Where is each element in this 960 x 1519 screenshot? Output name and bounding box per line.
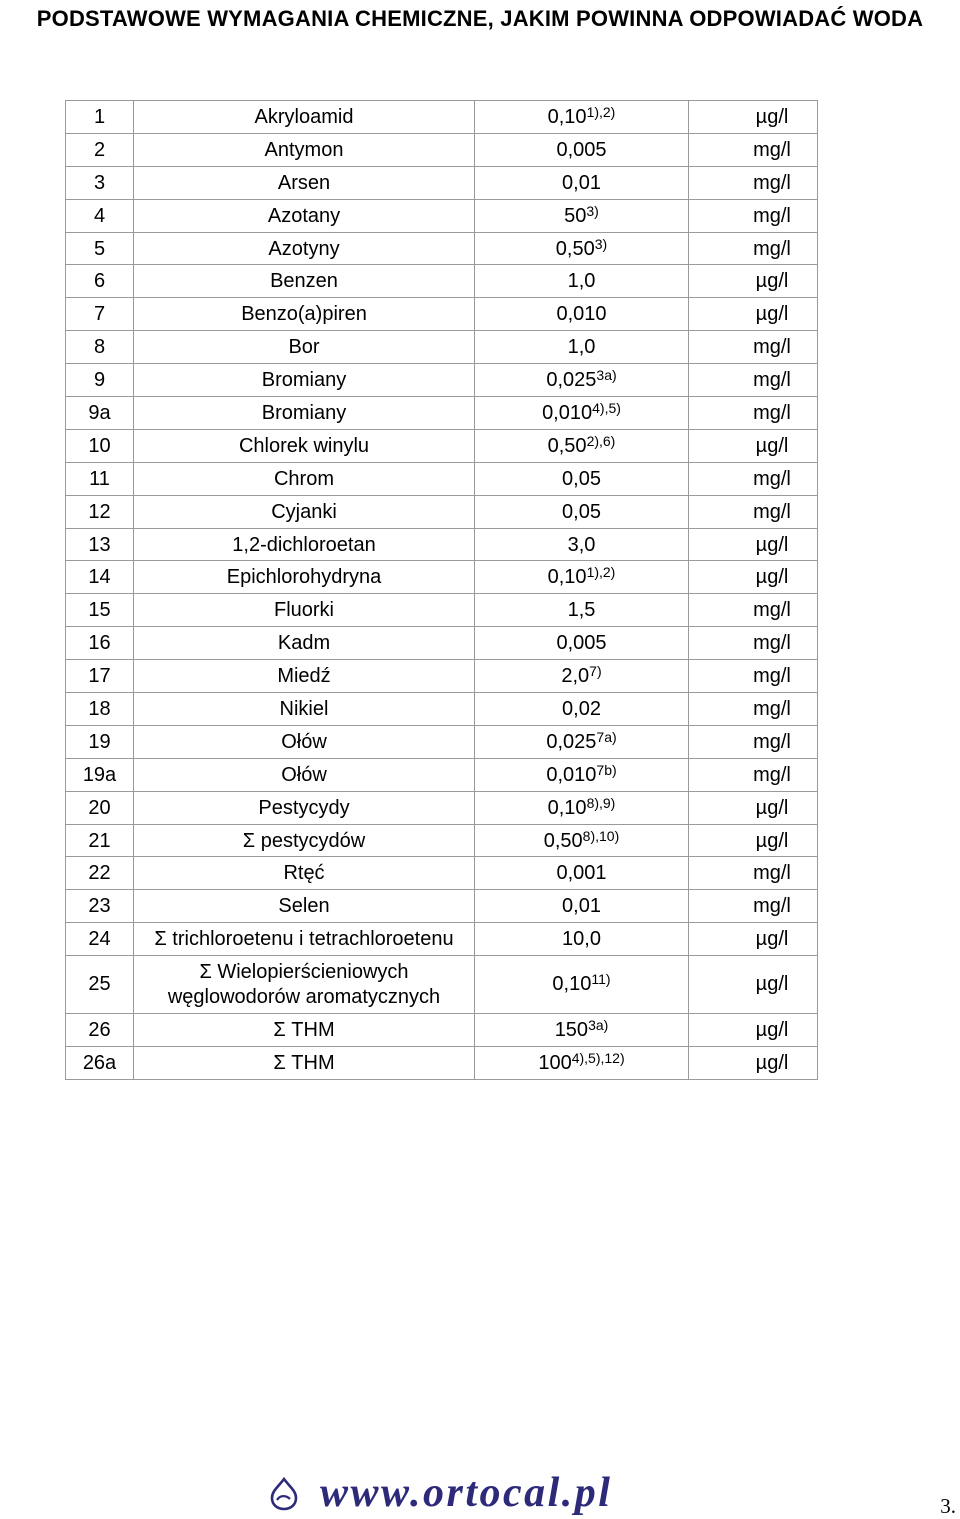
row-number: 16 [66, 627, 134, 660]
table-row [66, 693, 818, 726]
parameter-name: Epichlorohydryna [134, 561, 475, 594]
value-text: 0,010 [556, 303, 607, 326]
row-number: 11 [66, 462, 134, 495]
value-text: 0,025 [546, 369, 597, 392]
table-row [66, 594, 818, 627]
parameter-value [475, 331, 689, 364]
footnote-ref: 3a) [588, 1017, 609, 1034]
parameter-name: Miedź [134, 660, 475, 693]
value-text: 0,01 [562, 171, 601, 194]
parameter-name: Ołów [134, 725, 475, 758]
parameter-value [475, 660, 689, 693]
row-number: 26 [66, 1014, 134, 1047]
parameter-value [475, 923, 689, 956]
parameter-name: 1,2-dichloroetan [134, 528, 475, 561]
table-row [66, 1014, 818, 1047]
parameter-unit: mg/l [689, 594, 818, 627]
parameter-value [475, 1047, 689, 1080]
row-number: 22 [66, 857, 134, 890]
parameter-name: Kadm [134, 627, 475, 660]
value-text: 50 [564, 204, 587, 227]
parameter-name: Benzo(a)piren [134, 298, 475, 331]
parameter-unit: µg/l [689, 298, 818, 331]
table-row [66, 265, 818, 298]
parameter-value [475, 199, 689, 232]
footnote-ref: 7) [589, 663, 602, 680]
parameter-value [475, 857, 689, 890]
row-number: 17 [66, 660, 134, 693]
parameter-unit: µg/l [689, 791, 818, 824]
table-row [66, 956, 818, 1014]
parameter-name: Fluorki [134, 594, 475, 627]
table-row [66, 462, 818, 495]
parameter-unit: mg/l [689, 660, 818, 693]
table-row [66, 101, 818, 134]
table-row [66, 528, 818, 561]
parameter-name: Σ THM [134, 1047, 475, 1080]
row-number: 23 [66, 890, 134, 923]
footnote-ref: 3) [586, 202, 599, 219]
footnote-ref: 11) [591, 971, 611, 988]
footnote-ref: 1),2) [586, 103, 616, 120]
table-row [66, 133, 818, 166]
parameter-value [475, 429, 689, 462]
table-row [66, 331, 818, 364]
page-title: PODSTAWOWE WYMAGANIA CHEMICZNE, JAKIM POWINNA ODPOWIADAĆ WODA [36, 6, 924, 31]
parameter-value [475, 495, 689, 528]
parameter-value [475, 627, 689, 660]
parameter-name: Σ THM [134, 1014, 475, 1047]
parameter-name: Rtęć [134, 857, 475, 890]
value-text: 1,0 [567, 336, 596, 359]
value-text: 3,0 [567, 533, 596, 556]
table-row [66, 890, 818, 923]
value-text: 0,10 [547, 566, 587, 589]
website-link[interactable]: www.ortocal.pl [320, 1470, 613, 1516]
table-row [66, 1047, 818, 1080]
parameter-unit: mg/l [689, 199, 818, 232]
row-number: 20 [66, 791, 134, 824]
footnote-ref: 4),5) [592, 399, 621, 416]
requirements-table-body [66, 101, 818, 1080]
value-text: 0,005 [556, 138, 607, 161]
parameter-name: Azotany [134, 199, 475, 232]
parameter-unit: mg/l [689, 133, 818, 166]
footnote-ref: 7a) [596, 728, 617, 745]
table-row [66, 298, 818, 331]
parameter-unit: mg/l [689, 462, 818, 495]
parameter-value [475, 824, 689, 857]
parameter-unit: µg/l [689, 1047, 818, 1080]
row-number: 21 [66, 824, 134, 857]
parameter-unit: mg/l [689, 232, 818, 265]
footnote-ref: 7b) [596, 761, 617, 778]
row-number: 10 [66, 429, 134, 462]
parameter-name: Azotyny [134, 232, 475, 265]
parameter-unit: mg/l [689, 725, 818, 758]
value-text: 1,0 [567, 270, 596, 293]
value-text: 0,50 [555, 237, 595, 260]
parameter-name: Akryloamid [134, 101, 475, 134]
parameter-unit: mg/l [689, 331, 818, 364]
parameter-value [475, 561, 689, 594]
requirements-table [65, 100, 818, 1080]
value-text: 0,005 [556, 632, 607, 655]
parameter-unit: µg/l [689, 429, 818, 462]
row-number: 26a [66, 1047, 134, 1080]
value-text: 0,01 [562, 895, 601, 918]
water-drop-swirl-icon [262, 1473, 306, 1513]
row-number: 13 [66, 528, 134, 561]
page-number: 3. [940, 1494, 956, 1518]
parameter-name: Bromiany [134, 397, 475, 430]
row-number: 14 [66, 561, 134, 594]
value-text: 0,05 [562, 467, 601, 490]
value-text: 0,10 [552, 973, 592, 996]
footnote-ref: 1),2) [586, 564, 616, 581]
parameter-name: Bor [134, 331, 475, 364]
row-number: 1 [66, 101, 134, 134]
row-number: 7 [66, 298, 134, 331]
table-row [66, 923, 818, 956]
parameter-value [475, 528, 689, 561]
row-number: 19 [66, 725, 134, 758]
table-row [66, 660, 818, 693]
table-row [66, 725, 818, 758]
footnote-ref: 2),6) [586, 432, 616, 449]
parameter-value [475, 298, 689, 331]
parameter-value [475, 462, 689, 495]
parameter-value [475, 956, 689, 1014]
parameter-value [475, 133, 689, 166]
parameter-unit: µg/l [689, 923, 818, 956]
parameter-value [475, 594, 689, 627]
row-number: 19a [66, 758, 134, 791]
table-row [66, 364, 818, 397]
row-number: 6 [66, 265, 134, 298]
table-row [66, 429, 818, 462]
row-number: 3 [66, 166, 134, 199]
table-row [66, 824, 818, 857]
parameter-name: Benzen [134, 265, 475, 298]
table-row [66, 561, 818, 594]
parameter-unit: µg/l [689, 956, 818, 1014]
parameter-unit: mg/l [689, 364, 818, 397]
parameter-name: Chrom [134, 462, 475, 495]
row-number: 12 [66, 495, 134, 528]
parameter-value [475, 725, 689, 758]
value-text: 100 [538, 1051, 572, 1074]
value-text: 2,0 [561, 665, 590, 688]
table-row [66, 166, 818, 199]
parameter-value [475, 1014, 689, 1047]
row-number: 2 [66, 133, 134, 166]
parameter-value [475, 166, 689, 199]
row-number: 25 [66, 956, 134, 1014]
parameter-unit: mg/l [689, 890, 818, 923]
table-row [66, 232, 818, 265]
parameter-name: Arsen [134, 166, 475, 199]
value-text: 1,5 [567, 599, 596, 622]
parameter-name: Σ Wielopierścieniowych węglowodorów aromatycznych [134, 956, 475, 1014]
table-row [66, 495, 818, 528]
parameter-unit: µg/l [689, 528, 818, 561]
value-text: 0,50 [543, 829, 583, 852]
value-text: 0,010 [546, 763, 597, 786]
parameter-value [475, 890, 689, 923]
parameter-name: Selen [134, 890, 475, 923]
row-number: 9 [66, 364, 134, 397]
footnote-ref: 4),5),12) [571, 1049, 625, 1066]
parameter-name: Chlorek winylu [134, 429, 475, 462]
table-row [66, 857, 818, 890]
footnote-ref: 3) [594, 235, 608, 252]
table-row [66, 627, 818, 660]
parameter-value [475, 232, 689, 265]
parameter-value [475, 693, 689, 726]
value-text: 0,10 [547, 796, 587, 819]
value-text: 0,05 [562, 500, 601, 523]
value-text: 0,50 [547, 434, 587, 457]
parameter-name: Cyjanki [134, 495, 475, 528]
parameter-value [475, 265, 689, 298]
parameter-unit: mg/l [689, 627, 818, 660]
parameter-name: Σ trichloroetenu i tetrachloroetenu [134, 923, 475, 956]
parameter-name: Nikiel [134, 693, 475, 726]
value-text: 0,10 [547, 105, 587, 128]
parameter-name: Ołów [134, 758, 475, 791]
value-text: 0,010 [542, 401, 593, 424]
row-number: 18 [66, 693, 134, 726]
table-row [66, 758, 818, 791]
parameter-value [475, 397, 689, 430]
parameter-value [475, 101, 689, 134]
footnote-ref: 3a) [596, 367, 617, 384]
parameter-name: Σ pestycydów [134, 824, 475, 857]
parameter-name: Antymon [134, 133, 475, 166]
footnote-ref: 8),9) [586, 794, 616, 811]
value-text: 0,001 [556, 862, 607, 885]
parameter-unit: mg/l [689, 166, 818, 199]
parameter-unit: µg/l [689, 265, 818, 298]
row-number: 5 [66, 232, 134, 265]
parameter-name: Pestycydy [134, 791, 475, 824]
row-number: 4 [66, 199, 134, 232]
table-row [66, 791, 818, 824]
parameter-unit: µg/l [689, 101, 818, 134]
row-number: 8 [66, 331, 134, 364]
parameter-unit: µg/l [689, 1014, 818, 1047]
table-row [66, 397, 818, 430]
value-text: 0,02 [562, 697, 601, 720]
value-text: 10,0 [562, 928, 601, 951]
parameter-value [475, 364, 689, 397]
parameter-value [475, 791, 689, 824]
table-row [66, 199, 818, 232]
value-text: 150 [554, 1019, 589, 1042]
parameter-unit: mg/l [689, 397, 818, 430]
footnote-ref: 8),10) [582, 827, 620, 844]
parameter-unit: mg/l [689, 495, 818, 528]
footer [262, 1468, 682, 1518]
parameter-unit: µg/l [689, 561, 818, 594]
parameter-value [475, 758, 689, 791]
row-number: 15 [66, 594, 134, 627]
row-number: 9a [66, 397, 134, 430]
parameter-name: Bromiany [134, 364, 475, 397]
parameter-unit: µg/l [689, 824, 818, 857]
row-number: 24 [66, 923, 134, 956]
parameter-unit: mg/l [689, 758, 818, 791]
value-text: 0,025 [546, 730, 597, 753]
parameter-unit: mg/l [689, 857, 818, 890]
parameter-unit: mg/l [689, 693, 818, 726]
